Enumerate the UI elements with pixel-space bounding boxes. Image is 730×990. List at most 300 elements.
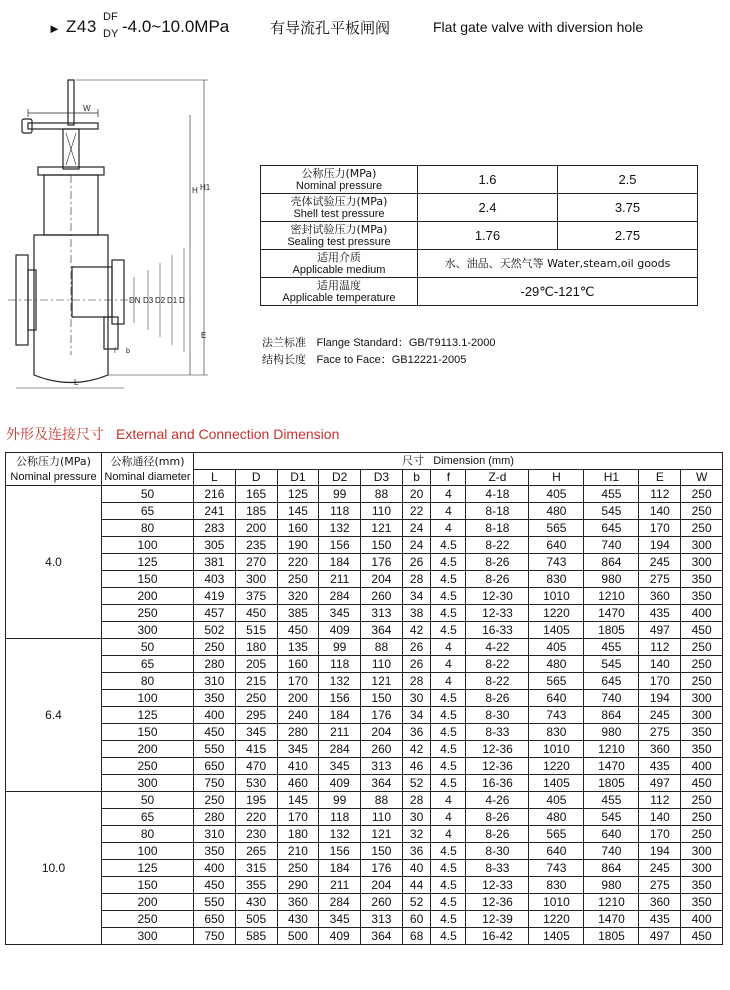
table-cell: 121 xyxy=(361,673,403,690)
table-cell: 40 xyxy=(402,860,431,877)
spec-row-medium xyxy=(261,250,698,278)
table-cell: 8-26 xyxy=(466,809,529,826)
table-cell: 250 xyxy=(277,860,319,877)
table-cell: 110 xyxy=(361,656,403,673)
diameter-cell: 250 xyxy=(102,758,194,775)
model-subscript: DY xyxy=(103,28,119,40)
table-cell: 4.5 xyxy=(431,724,466,741)
table-cell: 4 xyxy=(431,826,466,843)
table-cell: 4.5 xyxy=(431,690,466,707)
table-cell: 1470 xyxy=(584,911,639,928)
table-cell: 740 xyxy=(584,537,639,554)
table-cell: 480 xyxy=(529,809,584,826)
table-cell: 38 xyxy=(402,605,431,622)
table-row xyxy=(6,656,723,673)
table-cell: 350 xyxy=(681,877,723,894)
table-cell: 295 xyxy=(235,707,277,724)
table-cell: 112 xyxy=(639,486,681,503)
table-row xyxy=(6,809,723,826)
table-cell: 430 xyxy=(277,911,319,928)
table-cell: 245 xyxy=(639,707,681,724)
table-cell: 36 xyxy=(402,724,431,741)
table-cell: 313 xyxy=(361,911,403,928)
table-cell: 305 xyxy=(194,537,236,554)
table-cell: 743 xyxy=(529,860,584,877)
spec-label-en: Applicable temperature xyxy=(282,291,396,304)
table-cell: 250 xyxy=(194,639,236,656)
table-cell: 864 xyxy=(584,860,639,877)
table-cell: 184 xyxy=(319,860,361,877)
table-cell: 12-33 xyxy=(466,877,529,894)
table-cell: 46 xyxy=(402,758,431,775)
table-cell: 360 xyxy=(277,894,319,911)
table-cell: 4.5 xyxy=(431,860,466,877)
dim-label-d2: D2 xyxy=(155,296,166,305)
table-cell: 350 xyxy=(681,571,723,588)
table-cell: 4 xyxy=(431,520,466,537)
table-cell: 194 xyxy=(639,690,681,707)
table-cell: 170 xyxy=(277,809,319,826)
table-row xyxy=(6,741,723,758)
table-cell: 750 xyxy=(194,775,236,792)
diameter-cell: 100 xyxy=(102,537,194,554)
valve-drawing xyxy=(8,55,233,400)
table-cell: 1405 xyxy=(529,775,584,792)
flange-standard-en: Flange Standard：GB/T9113.1-2000 xyxy=(316,337,496,349)
table-cell: 88 xyxy=(361,639,403,656)
spec-label-cn: 壳体试验压力(MPa) xyxy=(290,194,388,208)
table-cell: 30 xyxy=(402,690,431,707)
table-cell: 165 xyxy=(235,486,277,503)
table-cell: 645 xyxy=(584,673,639,690)
table-cell: 435 xyxy=(639,605,681,622)
table-cell: 375 xyxy=(235,588,277,605)
table-cell: 409 xyxy=(319,622,361,639)
table-cell: 16-33 xyxy=(466,622,529,639)
table-cell: 457 xyxy=(194,605,236,622)
table-cell: 450 xyxy=(235,605,277,622)
table-cell: 156 xyxy=(319,690,361,707)
table-cell: 211 xyxy=(319,877,361,894)
table-cell: 220 xyxy=(235,809,277,826)
diameter-cell: 100 xyxy=(102,843,194,860)
table-cell: 1405 xyxy=(529,622,584,639)
table-cell: 1210 xyxy=(584,894,639,911)
spec-row-shell xyxy=(261,194,698,222)
diameter-cell: 125 xyxy=(102,554,194,571)
table-cell: 36 xyxy=(402,843,431,860)
section-title xyxy=(6,424,339,444)
table-cell: 410 xyxy=(277,758,319,775)
table-cell: 500 xyxy=(277,928,319,945)
spec-label-en: Sealing test pressure xyxy=(287,235,391,248)
diameter-cell: 80 xyxy=(102,520,194,537)
column-header: b xyxy=(402,470,431,486)
table-cell: 265 xyxy=(235,843,277,860)
table-cell: 470 xyxy=(235,758,277,775)
diameter-cell: 150 xyxy=(102,877,194,894)
table-cell: 270 xyxy=(235,554,277,571)
table-cell: 350 xyxy=(681,724,723,741)
table-cell: 310 xyxy=(194,826,236,843)
face-standard-cn: 结构长度 xyxy=(262,353,306,366)
table-cell: 450 xyxy=(681,622,723,639)
table-row xyxy=(6,894,723,911)
spec-value: 2.4 xyxy=(417,194,557,222)
table-cell: 640 xyxy=(584,826,639,843)
table-cell: 350 xyxy=(194,690,236,707)
diameter-cell: 80 xyxy=(102,673,194,690)
table-cell: 145 xyxy=(277,503,319,520)
table-cell: 505 xyxy=(235,911,277,928)
table-cell: 405 xyxy=(529,639,584,656)
column-header: H1 xyxy=(584,470,639,486)
table-cell: 184 xyxy=(319,554,361,571)
table-cell: 4.5 xyxy=(431,928,466,945)
table-cell: 250 xyxy=(681,673,723,690)
dim-label-d: D xyxy=(179,296,185,305)
table-cell: 980 xyxy=(584,724,639,741)
table-cell: 364 xyxy=(361,622,403,639)
table-row xyxy=(6,877,723,894)
table-cell: 550 xyxy=(194,894,236,911)
table-cell: 8-26 xyxy=(466,690,529,707)
table-cell: 4.5 xyxy=(431,741,466,758)
table-cell: 4 xyxy=(431,792,466,809)
table-cell: 4.5 xyxy=(431,707,466,724)
table-cell: 99 xyxy=(319,792,361,809)
table-cell: 565 xyxy=(529,673,584,690)
table-cell: 4 xyxy=(431,809,466,826)
table-cell: 320 xyxy=(277,588,319,605)
table-cell: 160 xyxy=(277,520,319,537)
table-cell: 250 xyxy=(681,486,723,503)
table-cell: 194 xyxy=(639,843,681,860)
column-header: L xyxy=(194,470,236,486)
dim-label-b: b xyxy=(126,348,130,355)
table-cell: 290 xyxy=(277,877,319,894)
table-cell: 28 xyxy=(402,673,431,690)
right-flange xyxy=(112,260,124,324)
table-cell: 99 xyxy=(319,486,361,503)
diameter-cell: 200 xyxy=(102,741,194,758)
table-cell: 650 xyxy=(194,758,236,775)
spec-value: 2.5 xyxy=(557,166,697,194)
table-row xyxy=(6,911,723,928)
table-cell: 8-26 xyxy=(466,554,529,571)
spec-label-en: Applicable medium xyxy=(292,263,386,276)
table-cell: 280 xyxy=(194,809,236,826)
table-cell: 275 xyxy=(639,877,681,894)
table-cell: 1405 xyxy=(529,928,584,945)
table-cell: 8-33 xyxy=(466,724,529,741)
table-cell: 250 xyxy=(681,792,723,809)
table-cell: 4.5 xyxy=(431,622,466,639)
table-cell: 400 xyxy=(681,911,723,928)
table-cell: 284 xyxy=(319,741,361,758)
table-cell: 12-36 xyxy=(466,894,529,911)
table-cell: 8-18 xyxy=(466,520,529,537)
table-cell: 1210 xyxy=(584,588,639,605)
table-cell: 743 xyxy=(529,554,584,571)
table-cell: 184 xyxy=(319,707,361,724)
column-header: D xyxy=(235,470,277,486)
table-cell: 450 xyxy=(277,622,319,639)
table-cell: 1010 xyxy=(529,741,584,758)
flange-standard-cn: 法兰标准 xyxy=(262,336,306,349)
table-cell: 88 xyxy=(361,792,403,809)
table-cell: 355 xyxy=(235,877,277,894)
table-cell: 1010 xyxy=(529,894,584,911)
table-row xyxy=(6,554,723,571)
diameter-cell: 125 xyxy=(102,707,194,724)
table-row xyxy=(6,588,723,605)
table-cell: 170 xyxy=(277,673,319,690)
diameter-cell: 200 xyxy=(102,588,194,605)
table-row xyxy=(6,792,723,809)
pressure-cell: 6.4 xyxy=(6,639,102,792)
column-header: H xyxy=(529,470,584,486)
table-cell: 8-22 xyxy=(466,656,529,673)
table-cell: 34 xyxy=(402,588,431,605)
table-cell: 170 xyxy=(639,520,681,537)
table-cell: 118 xyxy=(319,503,361,520)
table-cell: 230 xyxy=(235,826,277,843)
table-cell: 180 xyxy=(235,639,277,656)
table-cell: 645 xyxy=(584,520,639,537)
table-cell: 1470 xyxy=(584,605,639,622)
table-cell: 190 xyxy=(277,537,319,554)
header-pressure: 公称压力(MPa) Nominal pressure xyxy=(6,453,102,486)
table-cell: 132 xyxy=(319,826,361,843)
table-cell: 460 xyxy=(277,775,319,792)
table-cell: 24 xyxy=(402,520,431,537)
table-cell: 121 xyxy=(361,520,403,537)
table-cell: 8-33 xyxy=(466,860,529,877)
table-row xyxy=(6,758,723,775)
diameter-cell: 150 xyxy=(102,724,194,741)
diameter-cell: 50 xyxy=(102,486,194,503)
table-cell: 210 xyxy=(277,843,319,860)
table-cell: 864 xyxy=(584,554,639,571)
table-cell: 360 xyxy=(639,741,681,758)
handwheel-grip xyxy=(22,119,32,133)
table-cell: 740 xyxy=(584,843,639,860)
spec-label-en: Nominal pressure xyxy=(295,179,383,192)
table-cell: 315 xyxy=(235,860,277,877)
table-cell: 1010 xyxy=(529,588,584,605)
spec-value: 3.75 xyxy=(557,194,697,222)
table-cell: 241 xyxy=(194,503,236,520)
table-cell: 28 xyxy=(402,792,431,809)
column-header: D2 xyxy=(319,470,361,486)
table-cell: 250 xyxy=(194,792,236,809)
dim-label-h: H xyxy=(192,186,198,195)
table-cell: 42 xyxy=(402,741,431,758)
table-cell: 400 xyxy=(194,860,236,877)
spec-label-cn: 公称压力(MPa) xyxy=(301,166,377,180)
column-header: E xyxy=(639,470,681,486)
table-cell: 313 xyxy=(361,605,403,622)
diameter-cell: 250 xyxy=(102,605,194,622)
table-cell: 1805 xyxy=(584,928,639,945)
table-cell: 360 xyxy=(639,894,681,911)
table-cell: 16-42 xyxy=(466,928,529,945)
table-cell: 480 xyxy=(529,656,584,673)
table-cell: 150 xyxy=(361,537,403,554)
table-cell: 260 xyxy=(361,741,403,758)
header-dimension: 尺寸 Dimension (mm) xyxy=(194,453,723,470)
table-cell: 4.5 xyxy=(431,554,466,571)
table-cell: 385 xyxy=(277,605,319,622)
dim-label-e: E xyxy=(201,331,207,340)
table-cell: 195 xyxy=(235,792,277,809)
spec-label-cn: 密封试验压力(MPa) xyxy=(290,222,388,236)
table-cell: 360 xyxy=(639,588,681,605)
dim-label-l: L xyxy=(74,378,79,387)
table-cell: 145 xyxy=(277,792,319,809)
table-cell: 450 xyxy=(681,775,723,792)
table-cell: 88 xyxy=(361,486,403,503)
table-cell: 364 xyxy=(361,928,403,945)
table-cell: 4-18 xyxy=(466,486,529,503)
table-cell: 24 xyxy=(402,537,431,554)
table-cell: 176 xyxy=(361,554,403,571)
diameter-cell: 65 xyxy=(102,809,194,826)
diameter-cell: 65 xyxy=(102,503,194,520)
table-cell: 345 xyxy=(235,724,277,741)
table-cell: 743 xyxy=(529,707,584,724)
table-cell: 405 xyxy=(529,792,584,809)
table-cell: 170 xyxy=(639,673,681,690)
section-title-cn: 外形及连接尺寸 xyxy=(6,427,104,443)
table-cell: 980 xyxy=(584,571,639,588)
table-cell: 545 xyxy=(584,503,639,520)
table-cell: 4.5 xyxy=(431,843,466,860)
table-cell: 4.5 xyxy=(431,911,466,928)
table-cell: 150 xyxy=(361,843,403,860)
table-cell: 283 xyxy=(194,520,236,537)
table-cell: 176 xyxy=(361,860,403,877)
table-cell: 4.5 xyxy=(431,775,466,792)
table-cell: 864 xyxy=(584,707,639,724)
table-cell: 640 xyxy=(529,537,584,554)
table-cell: 211 xyxy=(319,571,361,588)
table-cell: 350 xyxy=(194,843,236,860)
table-cell: 4 xyxy=(431,639,466,656)
table-cell: 545 xyxy=(584,656,639,673)
table-cell: 409 xyxy=(319,928,361,945)
table-cell: 240 xyxy=(277,707,319,724)
table-cell: 118 xyxy=(319,656,361,673)
table-cell: 12-39 xyxy=(466,911,529,928)
spec-value: -29℃-121℃ xyxy=(417,278,697,306)
table-cell: 4.5 xyxy=(431,877,466,894)
table-cell: 26 xyxy=(402,639,431,656)
table-row xyxy=(6,707,723,724)
table-cell: 300 xyxy=(681,690,723,707)
table-cell: 455 xyxy=(584,486,639,503)
dimension-table-body xyxy=(6,486,723,945)
table-cell: 280 xyxy=(277,724,319,741)
table-cell: 34 xyxy=(402,707,431,724)
table-cell: 300 xyxy=(681,707,723,724)
table-row xyxy=(6,775,723,792)
diameter-cell: 80 xyxy=(102,826,194,843)
table-cell: 1220 xyxy=(529,605,584,622)
diameter-cell: 300 xyxy=(102,775,194,792)
spec-value: 1.6 xyxy=(417,166,557,194)
dim-label-h1: H1 xyxy=(200,183,211,192)
table-cell: 156 xyxy=(319,843,361,860)
table-cell: 300 xyxy=(681,843,723,860)
table-cell: 112 xyxy=(639,639,681,656)
table-cell: 125 xyxy=(277,486,319,503)
table-cell: 4-26 xyxy=(466,792,529,809)
table-cell: 160 xyxy=(277,656,319,673)
table-cell: 300 xyxy=(235,571,277,588)
table-cell: 275 xyxy=(639,724,681,741)
table-cell: 381 xyxy=(194,554,236,571)
table-cell: 430 xyxy=(235,894,277,911)
table-cell: 204 xyxy=(361,571,403,588)
table-cell: 250 xyxy=(681,520,723,537)
bonnet-flange xyxy=(38,167,104,175)
table-cell: 1805 xyxy=(584,775,639,792)
section-title-en: External and Connection Dimension xyxy=(116,426,340,442)
diameter-cell: 100 xyxy=(102,690,194,707)
spec-value: 2.75 xyxy=(557,222,697,250)
table-cell: 455 xyxy=(584,792,639,809)
column-header: f xyxy=(431,470,466,486)
table-cell: 450 xyxy=(194,877,236,894)
table-cell: 585 xyxy=(235,928,277,945)
table-cell: 260 xyxy=(361,588,403,605)
table-cell: 400 xyxy=(194,707,236,724)
table-cell: 250 xyxy=(681,639,723,656)
table-cell: 176 xyxy=(361,707,403,724)
spec-value: 水、油品、天然气等 Water,steam,oil goods xyxy=(417,250,697,278)
page-title xyxy=(48,8,728,48)
table-cell: 250 xyxy=(681,656,723,673)
table-cell: 8-26 xyxy=(466,571,529,588)
table-cell: 250 xyxy=(277,571,319,588)
spec-table xyxy=(260,165,698,306)
table-cell: 280 xyxy=(194,656,236,673)
table-row xyxy=(6,503,723,520)
table-cell: 8-22 xyxy=(466,673,529,690)
table-cell: 4 xyxy=(431,673,466,690)
dim-label-d1: D1 xyxy=(167,296,178,305)
face-to-face-standard xyxy=(262,351,466,367)
table-cell: 30 xyxy=(402,809,431,826)
table-cell: 345 xyxy=(319,758,361,775)
table-cell: 1220 xyxy=(529,758,584,775)
table-cell: 52 xyxy=(402,775,431,792)
table-cell: 20 xyxy=(402,486,431,503)
table-cell: 118 xyxy=(319,809,361,826)
table-cell: 121 xyxy=(361,826,403,843)
diameter-cell: 50 xyxy=(102,639,194,656)
face-standard-en: Face to Face：GB12221-2005 xyxy=(316,354,467,366)
table-cell: 185 xyxy=(235,503,277,520)
table-row xyxy=(6,605,723,622)
table-cell: 204 xyxy=(361,877,403,894)
header-diameter: 公称通径(mm) Nominal diameter xyxy=(102,453,194,486)
table-row xyxy=(6,690,723,707)
spec-row-nominal xyxy=(261,166,698,194)
table-row xyxy=(6,571,723,588)
